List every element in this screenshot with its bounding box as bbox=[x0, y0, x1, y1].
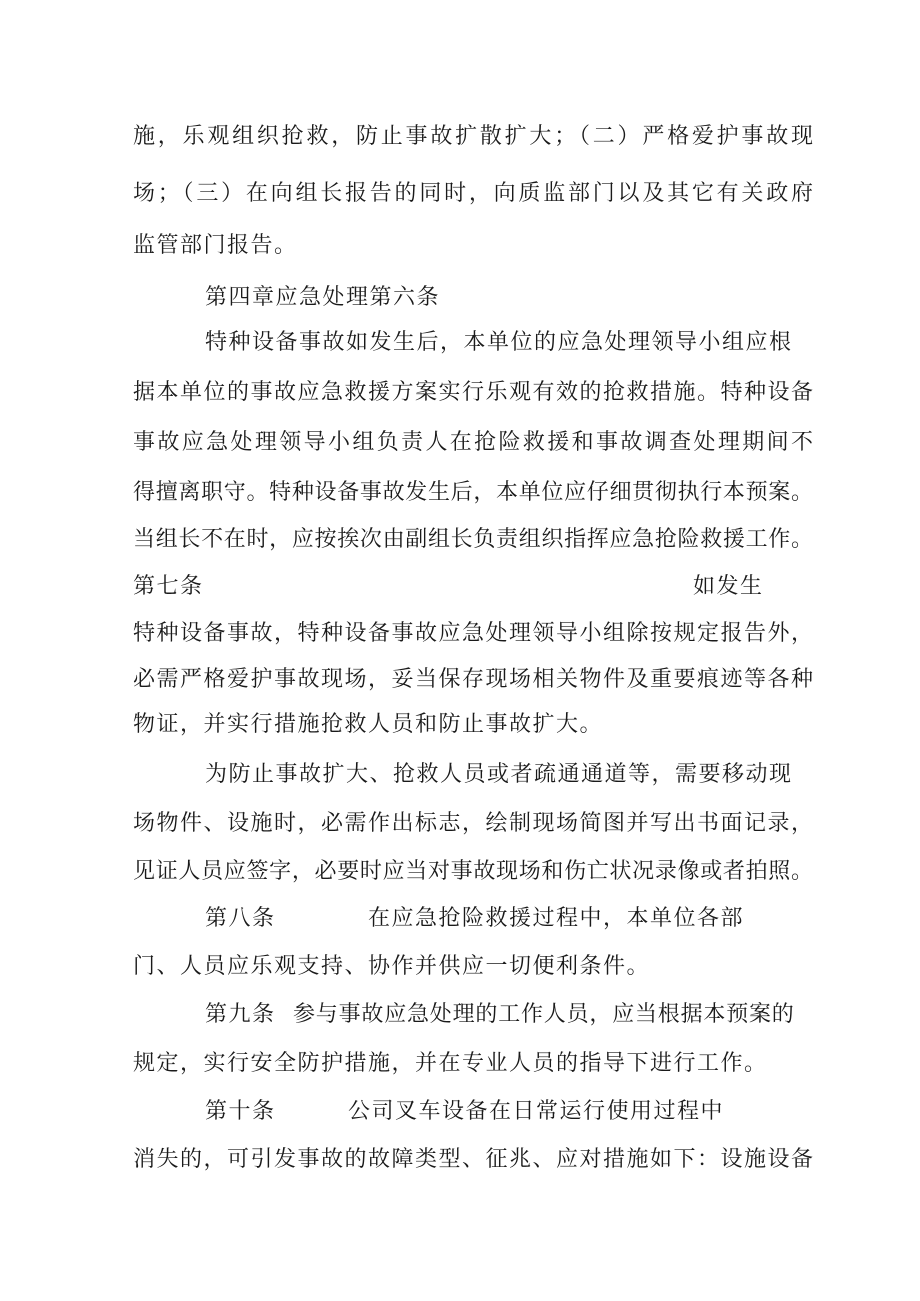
article-8-text: 在应急抢险救援过程中，本单位各部 bbox=[368, 906, 745, 931]
text-line-18: 门、人员应乐观支持、协作并供应一切便利条件。 bbox=[133, 954, 651, 979]
text-line-2: 场；（三）在向组长报告的同时，向质监部门以及其它有关政府 bbox=[133, 181, 813, 206]
text-line-8: 得擅离职守。特种设备事故发生后，本单位应仔细贯彻执行本预案。 bbox=[133, 480, 813, 505]
text-line-1: 施，乐观组织抢救，防止事故扩散扩大；（二）严格爱护事故现 bbox=[133, 124, 813, 149]
article-8-label: 第八条 bbox=[205, 906, 276, 931]
text-line-11: 特种设备事故，特种设备事故应急处理领导小组除按规定报告外， bbox=[133, 621, 813, 646]
text-line-13: 物证，并实行措施抢救人员和防止事故扩大。 bbox=[133, 712, 604, 737]
text-line-6: 据本单位的事故应急救援方案实行乐观有效的抢救措施。特种设备 bbox=[133, 380, 813, 405]
text-line-3: 监管部门报告。 bbox=[133, 233, 298, 258]
text-line-15: 场物件、设施时，必需作出标志，绘制现场简图并写出书面记录， bbox=[133, 811, 813, 836]
article-10-label: 第十条 bbox=[205, 1099, 276, 1124]
text-line-22: 消失的，可引发事故的故障类型、征兆、应对措施如下：设施设备 bbox=[133, 1147, 813, 1172]
text-line-5: 特种设备事故如发生后，本单位的应急处理领导小组应根 bbox=[205, 330, 793, 355]
text-line-9: 当组长不在时，应按挨次由副组长负责组织指挥应急抢险救援工作。 bbox=[133, 527, 813, 552]
article-7-tail: 如发生 bbox=[693, 574, 764, 599]
chapter-heading: 第四章应急处理第六条 bbox=[205, 285, 441, 310]
article-9-label: 第九条 bbox=[205, 1002, 276, 1027]
text-line-20: 规定，实行安全防护措施，并在专业人员的指导下进行工作。 bbox=[133, 1051, 768, 1076]
text-line-12: 必需严格爱护事故现场，妥当保存现场相关物件及重要痕迹等各种 bbox=[133, 667, 813, 692]
article-10-text: 公司叉车设备在日常运行使用过程中 bbox=[348, 1099, 725, 1124]
article-9-text: 参与事故应急处理的工作人员，应当根据本预案的 bbox=[293, 1002, 795, 1027]
article-7-label: 第七条 bbox=[133, 574, 204, 599]
text-line-7: 事故应急处理领导小组负责人在抢险救援和事故调查处理期间不 bbox=[133, 430, 813, 455]
text-line-14: 为防止事故扩大、抢救人员或者疏通通道等，需要移动现 bbox=[205, 762, 793, 787]
text-line-16: 见证人员应签字，必要时应当对事故现场和伤亡状况录像或者拍照。 bbox=[133, 859, 813, 884]
